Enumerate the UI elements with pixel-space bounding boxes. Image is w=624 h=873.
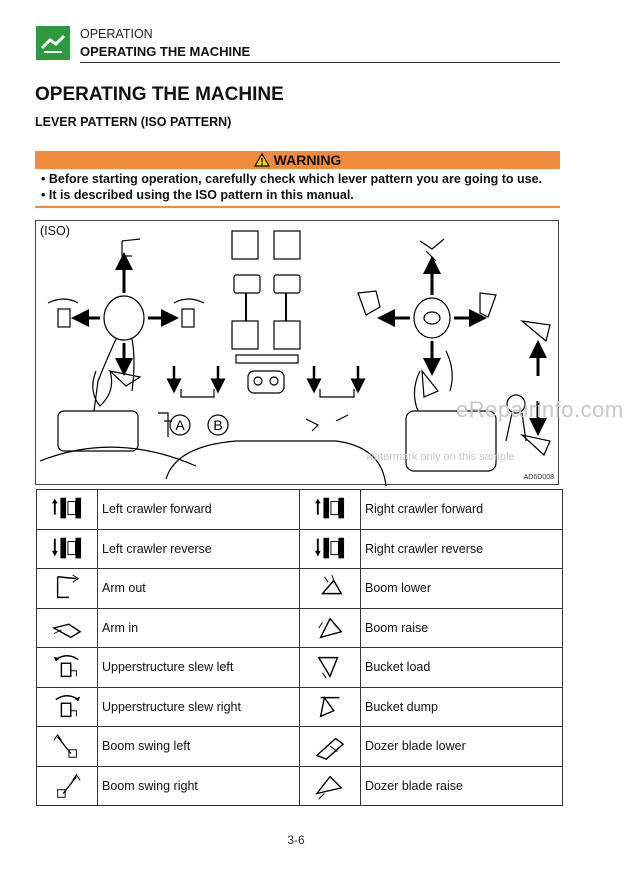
legend-label: Left crawler reverse (98, 529, 300, 569)
crawler-forward-icon (300, 490, 361, 530)
section-label: OPERATION (80, 27, 153, 41)
slew-right-icon (37, 687, 98, 727)
marker-a: A (175, 417, 185, 433)
warning-banner (35, 151, 560, 169)
legend-row (37, 569, 563, 609)
arm-in-icon (37, 608, 98, 648)
legend-label: Left crawler forward (98, 490, 300, 530)
section-title: OPERATING THE MACHINE (80, 44, 251, 59)
lever-pattern-illustration (36, 221, 560, 486)
warning-item: • Before starting operation, carefully check which lever pattern you are going to use. (41, 172, 543, 186)
operation-section-icon (36, 26, 70, 60)
page-subtitle: LEVER PATTERN (ISO PATTERN) (35, 115, 232, 129)
legend-label: Arm out (98, 569, 300, 609)
warning-divider (35, 206, 560, 208)
legend-label: Boom swing left (98, 727, 300, 767)
page-title: OPERATING THE MACHINE (35, 84, 284, 105)
dozer-raise-icon (300, 766, 361, 806)
legend-label: Upperstructure slew right (98, 687, 300, 727)
marker-b: B (213, 417, 223, 433)
legend-label: Bucket load (361, 648, 563, 688)
arm-out-icon (37, 569, 98, 609)
legend-row (37, 687, 563, 727)
legend-row (37, 608, 563, 648)
legend-label: Dozer blade lower (361, 727, 563, 767)
legend-label: Bucket dump (361, 687, 563, 727)
warning-label: WARNING (273, 152, 342, 168)
bucket-load-icon (300, 648, 361, 688)
legend-label: Right crawler forward (361, 490, 563, 530)
slew-left-icon (37, 648, 98, 688)
legend-row (37, 648, 563, 688)
iso-label: (ISO) (40, 224, 70, 238)
boom-lower-icon (300, 569, 361, 609)
crawler-forward-icon (37, 490, 98, 530)
legend-row (37, 727, 563, 767)
legend-label: Dozer blade raise (361, 766, 563, 806)
legend-label: Boom lower (361, 569, 563, 609)
figure-code: AD6D008 (523, 474, 554, 481)
watermark-main: eRepairinfo.com (456, 397, 624, 422)
legend-label: Boom swing right (98, 766, 300, 806)
crawler-reverse-icon (37, 529, 98, 569)
legend-row (37, 766, 563, 806)
watermark-sub: watermark only on this sample (366, 451, 515, 463)
header-divider (80, 62, 560, 63)
boom-raise-icon (300, 608, 361, 648)
legend-row (37, 529, 563, 569)
legend-label: Right crawler reverse (361, 529, 563, 569)
warning-triangle-icon (254, 153, 270, 171)
lever-pattern-diagram (35, 220, 624, 485)
page-number: 3-6 (287, 833, 305, 847)
dozer-lower-icon (300, 727, 361, 767)
lever-legend-table (36, 489, 563, 806)
legend-row (37, 490, 563, 530)
crawler-reverse-icon (300, 529, 361, 569)
legend-label: Upperstructure slew left (98, 648, 300, 688)
warning-item: • It is described using the ISO pattern in this manual. (41, 188, 354, 202)
warning-body (35, 171, 560, 203)
legend-label: Arm in (98, 608, 300, 648)
boom-swing-left-icon (37, 727, 98, 767)
bucket-dump-icon (300, 687, 361, 727)
boom-swing-right-icon (37, 766, 98, 806)
legend-label: Boom raise (361, 608, 563, 648)
